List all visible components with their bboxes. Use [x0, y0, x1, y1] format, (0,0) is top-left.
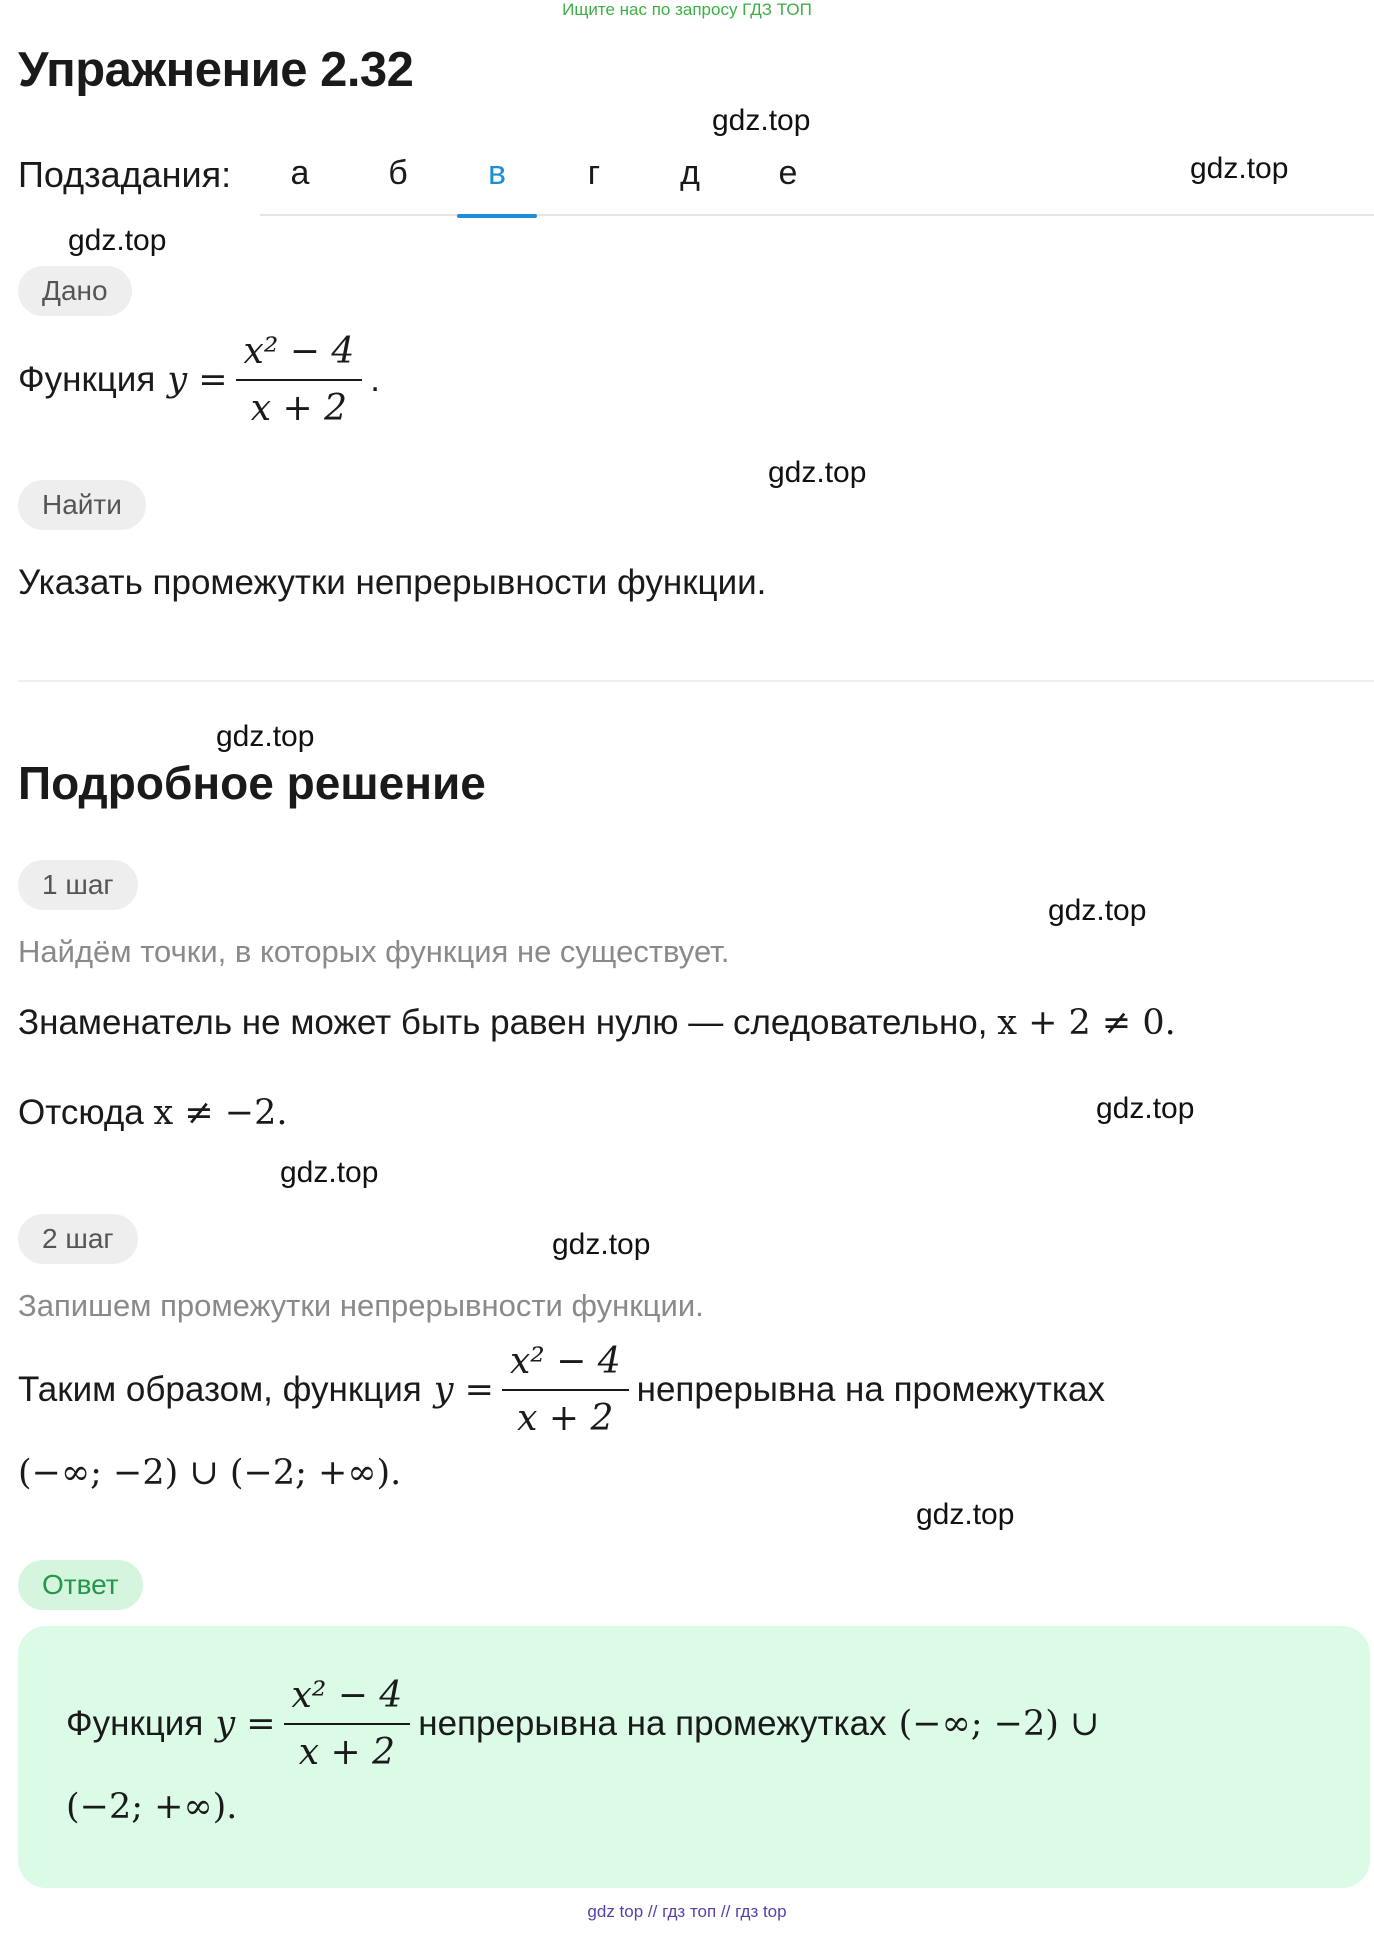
- answer-y-eq: y =: [215, 1704, 276, 1745]
- watermark: gdz.top: [280, 1156, 379, 1189]
- step2-statement: [18, 1340, 1105, 1440]
- page-title: Упражнение 2.32: [18, 43, 414, 97]
- given-statement: [18, 330, 380, 430]
- footer: gdz top // гдз топ // гдз top: [587, 1902, 787, 1921]
- subtasks-label: Подзадания:: [18, 154, 232, 195]
- subtask-tabs: [260, 150, 1374, 216]
- answer-fraction: [284, 1674, 411, 1774]
- answer-denominator: x + 2: [298, 1732, 396, 1774]
- step2-intervals: (−∞; −2) ∪ (−2; +∞).: [18, 1453, 402, 1493]
- step1-line2-math: x ≠ −2.: [153, 1093, 288, 1133]
- step1-line2: [18, 1092, 288, 1134]
- answer-prefix: Функция: [66, 1704, 204, 1744]
- watermark: gdz.top: [712, 104, 811, 137]
- tab-e[interactable]: е: [778, 154, 798, 192]
- watermark: gdz.top: [1048, 894, 1147, 927]
- answer-badge: Ответ: [18, 1560, 143, 1610]
- answer-interval1: (−∞; −2) ∪: [898, 1704, 1100, 1745]
- watermark: gdz.top: [68, 224, 167, 257]
- watermark: gdz.top: [1096, 1092, 1195, 1125]
- watermark: gdz.top: [1190, 152, 1289, 185]
- step2-y-eq: y =: [433, 1370, 494, 1411]
- step2-suffix: непрерывна на промежутках: [636, 1370, 1105, 1410]
- watermark: gdz.top: [916, 1498, 1015, 1531]
- find-text: Указать промежутки непрерывности функции.: [18, 563, 767, 602]
- top-banner: Ищите нас по запросу ГДЗ ТОП: [562, 0, 812, 19]
- given-numerator: x² − 4: [236, 330, 363, 381]
- solution-title: Подробное решение: [18, 757, 486, 809]
- step2-badge: 2 шаг: [18, 1214, 138, 1264]
- given-denominator: x + 2: [250, 388, 348, 430]
- tab-g[interactable]: г: [587, 154, 601, 192]
- divider: [18, 680, 1374, 682]
- find-badge: Найти: [18, 480, 146, 530]
- step2-hint: Запишем промежутки непрерывности функции.: [18, 1288, 704, 1323]
- step2-prefix: Таким образом, функция: [18, 1370, 422, 1410]
- answer-numerator: x² − 4: [284, 1674, 411, 1725]
- given-y-eq: y =: [167, 360, 228, 401]
- step1-hint: Найдём точки, в которых функция не существует.: [18, 934, 730, 969]
- given-badge: Дано: [18, 266, 132, 316]
- step1-line1-math: x + 2 ≠ 0.: [997, 1003, 1176, 1043]
- tab-d[interactable]: д: [680, 154, 700, 192]
- given-fraction: [236, 330, 363, 430]
- step1-line2-text: Отсюда: [18, 1093, 144, 1132]
- tab-v[interactable]: в: [457, 154, 537, 193]
- watermark: gdz.top: [552, 1228, 651, 1261]
- step2-denominator: x + 2: [517, 1398, 614, 1440]
- watermark: gdz.top: [216, 720, 315, 753]
- step1-line1-text: Знаменатель не может быть равен нулю — следовательно,: [18, 1003, 988, 1042]
- watermark: gdz.top: [768, 456, 867, 489]
- tab-a[interactable]: а: [290, 154, 310, 192]
- step2-numerator: x² − 4: [502, 1340, 629, 1391]
- answer-interval2: (−2; +∞).: [66, 1787, 238, 1827]
- step1-badge: 1 шаг: [18, 860, 138, 910]
- step1-line1: [18, 1002, 1176, 1044]
- step2-fraction: [502, 1340, 629, 1440]
- answer-statement: [66, 1674, 1099, 1774]
- tab-b[interactable]: б: [388, 154, 408, 192]
- given-prefix: Функция: [18, 360, 156, 400]
- answer-suffix: непрерывна на промежутках: [418, 1704, 887, 1744]
- given-suffix: .: [370, 360, 380, 400]
